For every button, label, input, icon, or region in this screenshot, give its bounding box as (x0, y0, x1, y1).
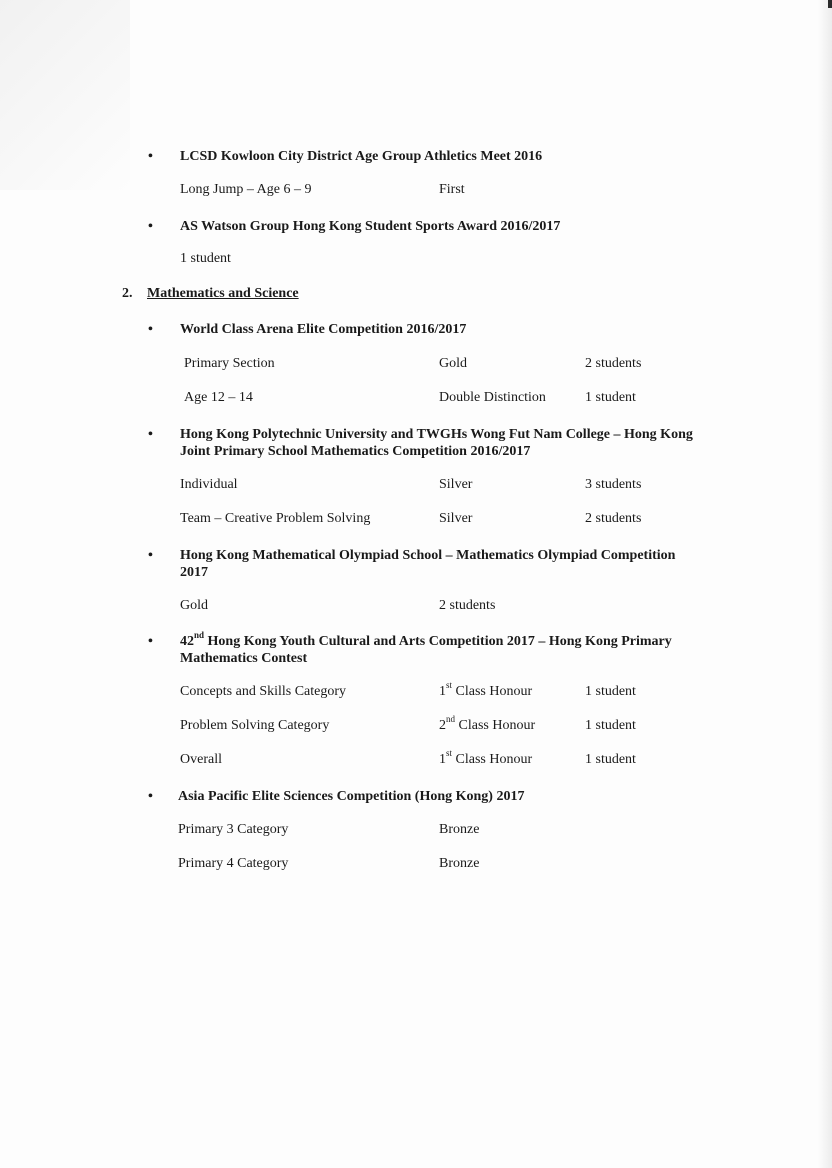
award-event: Problem Solving Category (180, 718, 330, 733)
award-result: Bronze (439, 856, 480, 871)
bullet-icon: • (148, 427, 153, 442)
award-result: 2 students (439, 598, 496, 613)
ordinal-suffix: st (446, 680, 453, 691)
bullet-icon: • (148, 789, 153, 804)
award-result: Silver (439, 477, 473, 492)
award-result: First (439, 182, 465, 197)
result-rest: Class Honour (455, 718, 536, 733)
title-ordinal-number: 42 (180, 634, 194, 649)
bullet-title: Asia Pacific Elite Sciences Competition (Hong Kong) 2017 (178, 789, 525, 804)
award-count: 1 student (585, 390, 636, 405)
award-event: Long Jump – Age 6 – 9 (180, 182, 312, 197)
award-event: Individual (180, 477, 238, 492)
section-number: 2. (122, 286, 133, 301)
ordinal-number: 2 (439, 718, 446, 733)
award-result (439, 680, 533, 700)
title-ordinal-suffix: nd (194, 630, 205, 641)
bullet-icon: • (148, 634, 153, 649)
section-title: Mathematics and Science (147, 286, 299, 301)
award-result: Silver (439, 511, 473, 526)
award-count: 1 student (585, 752, 636, 767)
bullet-title-line-1 (180, 630, 740, 650)
bullet-title-line-2: Mathematics Contest (180, 651, 308, 666)
result-rest: Class Honour (452, 684, 533, 699)
result-rest: Class Honour (452, 752, 533, 767)
award-result (439, 748, 533, 768)
bullet-title-line-1: Hong Kong Polytechnic University and TWGHs Wong Fut Nam College – Hong Kong (180, 427, 693, 442)
ordinal-suffix: st (446, 748, 453, 759)
ordinal-number: 1 (439, 684, 446, 699)
award-count: 1 student (585, 718, 636, 733)
award-event: Primary 3 Category (178, 822, 289, 837)
bullet-title: World Class Arena Elite Competition 2016/2017 (180, 322, 467, 337)
bullet-title: LCSD Kowloon City District Age Group Athletics Meet 2016 (180, 149, 543, 164)
ordinal-number: 1 (439, 752, 446, 767)
award-event: Team – Creative Problem Solving (180, 511, 371, 526)
ordinal-suffix: nd (446, 714, 455, 725)
award-event: Primary 4 Category (178, 856, 289, 871)
award-result: Double Distinction (439, 390, 546, 405)
bullet-title-line-2: 2017 (180, 565, 208, 580)
award-event: 1 student (180, 251, 231, 266)
bullet-title-line-2: Joint Primary School Mathematics Competition 2016/2017 (180, 444, 531, 459)
award-result (439, 714, 536, 734)
bullet-icon: • (148, 322, 153, 337)
bullet-title-line-1: Hong Kong Mathematical Olympiad School – Mathematics Olympiad Competition (180, 548, 676, 563)
award-event: Overall (180, 752, 222, 767)
award-event: Primary Section (184, 356, 275, 371)
award-count: 1 student (585, 684, 636, 699)
bullet-title: AS Watson Group Hong Kong Student Sports Award 2016/2017 (180, 219, 561, 234)
award-count: 2 students (585, 356, 642, 371)
award-result: Gold (439, 356, 467, 371)
bullet-icon: • (148, 548, 153, 563)
award-event: Age 12 – 14 (184, 390, 253, 405)
bullet-icon: • (148, 219, 153, 234)
award-result: Bronze (439, 822, 480, 837)
award-count: 2 students (585, 511, 642, 526)
award-event: Concepts and Skills Category (180, 684, 347, 699)
award-count: 3 students (585, 477, 642, 492)
title-rest: Hong Kong Youth Cultural and Arts Competition 2017 – Hong Kong Primary (204, 634, 672, 649)
bullet-icon: • (148, 149, 153, 164)
award-event: Gold (180, 598, 208, 613)
